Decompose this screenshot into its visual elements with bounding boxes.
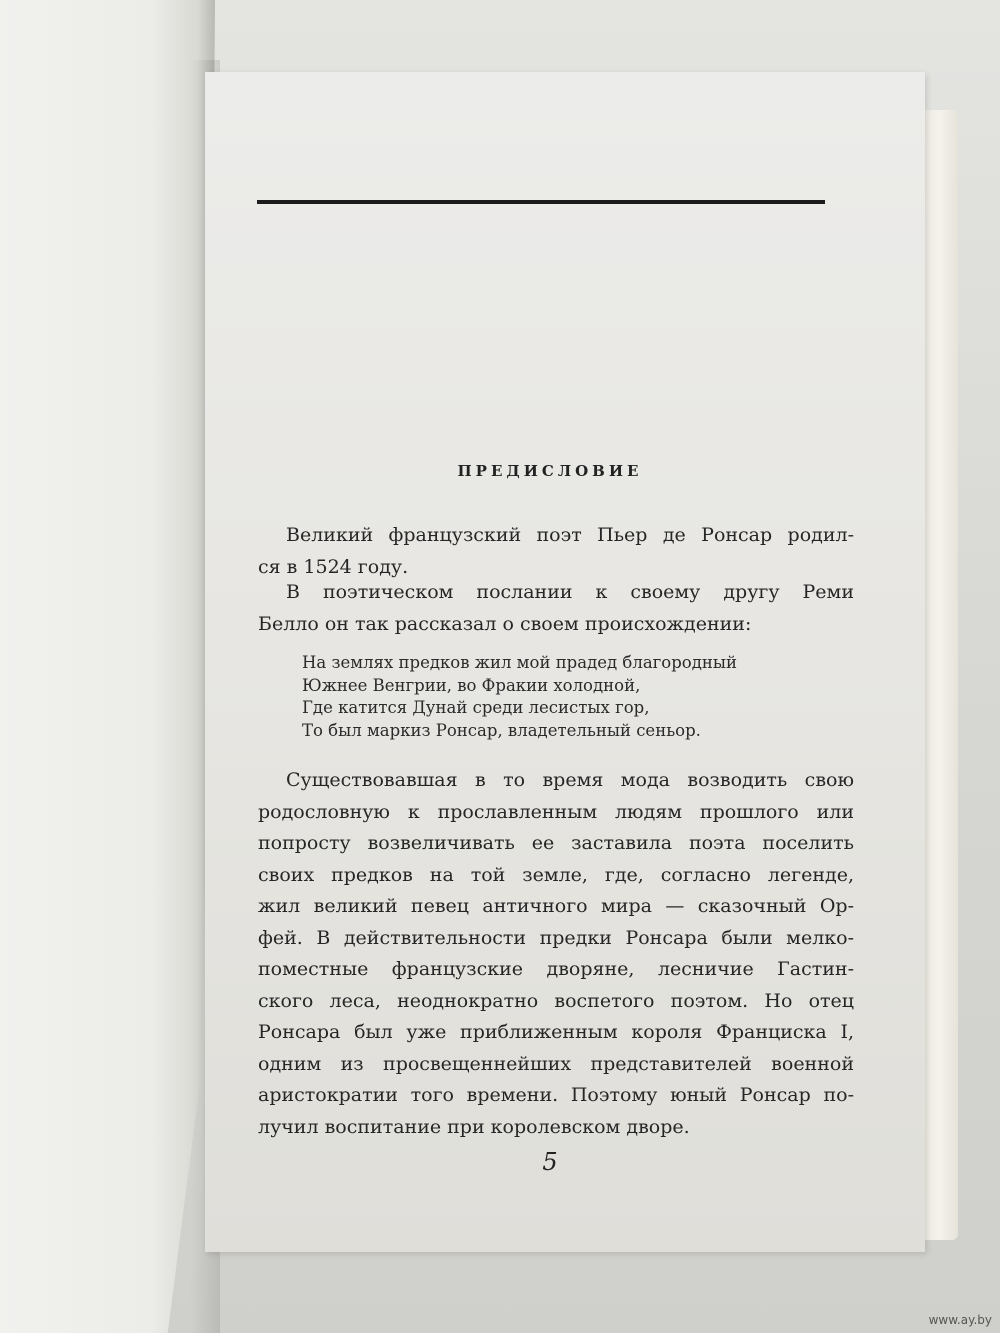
text-line: Великий французский поэт Пьер де Ронсар родил- (286, 524, 854, 546)
chapter-heading: ПРЕДИСЛОВИЕ (457, 462, 643, 480)
text-line: поместные французские дворяне, лесничие Гастин- (258, 958, 854, 980)
text-line: Ронсара был уже приближенным короля Франциска I, (258, 1021, 854, 1043)
verse-quote (302, 652, 842, 742)
verse-line: Южнее Венгрии, во Фракии холодной, (302, 675, 641, 695)
paragraph-letter (258, 577, 854, 640)
left-page (0, 0, 215, 1333)
text-line: жил великий певец античного мира — сказочный Ор- (258, 895, 854, 917)
text-line: В поэтическом послании к своему другу Реми (286, 581, 854, 603)
text-line: лучил воспитание при королевском дворе. (258, 1115, 690, 1138)
text-line: своих предков на той земле, где, согласно легенде, (258, 863, 854, 886)
text-line: попросту возвеличивать ее заставила поэта поселить (258, 832, 854, 854)
text-line: Существовавшая в то время мода возводить свою (286, 769, 854, 791)
paragraph-ancestry (258, 765, 854, 1143)
text-line: фей. В действительности предки Ронсара были мелко- (258, 926, 854, 949)
header-rule (257, 200, 825, 204)
verse-line: То был маркиз Ронсар, владетельный сеньор. (302, 720, 701, 740)
text-line: Белло он так рассказал о своем происхождении: (258, 612, 752, 635)
verse-line: Где катится Дунай среди лесистых гор, (302, 698, 650, 717)
text-line: ского леса, неоднократно воспетого поэтом. Но отец (258, 989, 854, 1012)
text-line: родословную к прославленным людям прошлого или (258, 800, 854, 823)
paragraph-intro (258, 520, 854, 583)
text-line: одним из просвещеннейших представителей военной (258, 1052, 854, 1075)
text-line: аристократии того времени. Поэтому юный Ронсар по- (258, 1084, 854, 1106)
verse-line: На землях предков жил мой прадед благородный (302, 653, 738, 672)
page-number: 5 (542, 1148, 558, 1176)
watermark: www.ay.by (928, 1313, 992, 1327)
text-line: ся в 1524 году. (258, 555, 409, 578)
